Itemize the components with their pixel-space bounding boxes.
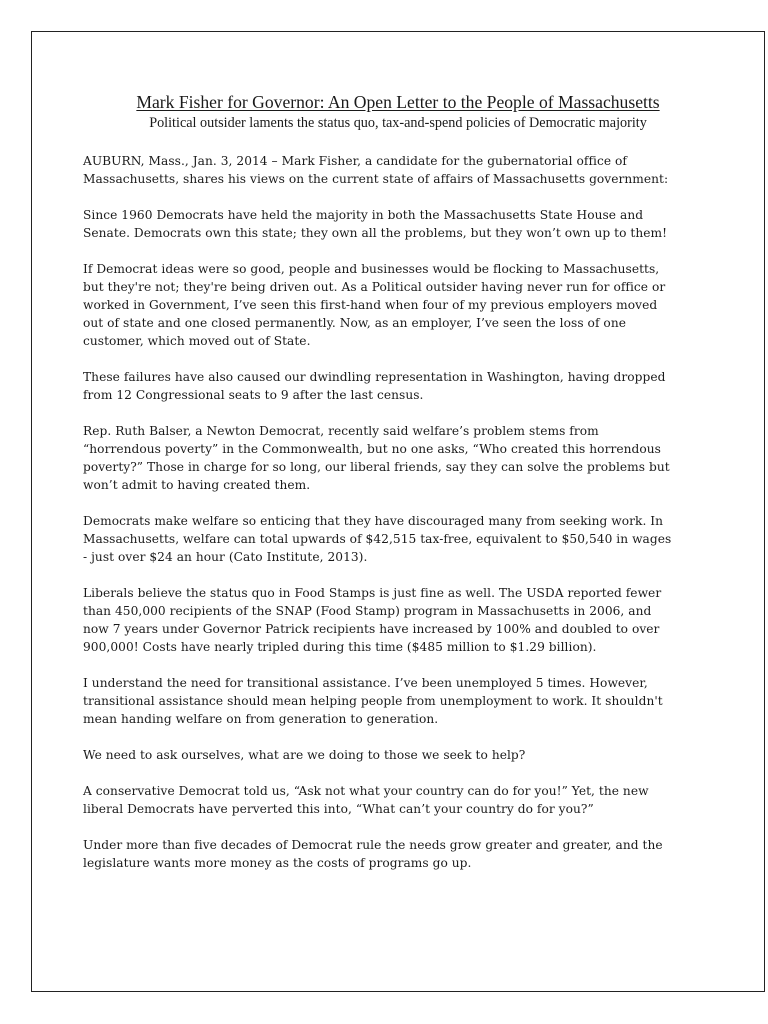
paragraph-line: These failures have also caused our dwindling representation in Washington, having dropped xyxy=(83,370,666,384)
document-body xyxy=(83,152,713,890)
paragraph-line: from 12 Congressional seats to 9 after the last census. xyxy=(83,388,424,402)
body-paragraph xyxy=(83,836,713,872)
body-paragraph xyxy=(83,746,713,764)
paragraph-line: “horrendous poverty” in the Commonwealth, but no one asks, “Who created this horrendous xyxy=(83,442,661,456)
paragraph-line: 900,000! Costs have nearly tripled during this time ($485 million to $1.29 billion). xyxy=(83,640,597,654)
paragraph-line: Democrats make welfare so enticing that they have discouraged many from seeking work. In xyxy=(83,514,664,528)
document-page xyxy=(31,31,765,992)
paragraph-line: liberal Democrats have perverted this into, “What can’t your country do for you?” xyxy=(83,802,594,816)
body-paragraph xyxy=(83,368,713,404)
paragraph-line: Rep. Ruth Balser, a Newton Democrat, recently said welfare’s problem stems from xyxy=(83,424,599,438)
paragraph-line: Under more than five decades of Democrat rule the needs grow greater and greater, and the xyxy=(83,838,663,852)
body-paragraph xyxy=(83,422,713,494)
paragraph-line: won’t admit to having created them. xyxy=(83,478,311,492)
paragraph-line: We need to ask ourselves, what are we doing to those we seek to help? xyxy=(83,748,526,762)
body-paragraph xyxy=(83,584,713,656)
document-subtitle: Political outsider laments the status quo, tax-and-spend policies of Democratic majority xyxy=(149,115,647,131)
paragraph-line: customer, which moved out of State. xyxy=(83,334,311,348)
paragraph-line: poverty?” Those in charge for so long, our liberal friends, say they can solve the problems but xyxy=(83,460,670,474)
body-paragraph xyxy=(83,512,713,566)
paragraph-line: AUBURN, Mass., Jan. 3, 2014 – Mark Fisher, a candidate for the gubernatorial office of xyxy=(83,154,627,168)
body-paragraph xyxy=(83,206,713,242)
paragraph-line: out of state and one closed permanently. Now, as an employer, I’ve seen the loss of one xyxy=(83,316,626,330)
document-title: Mark Fisher for Governor: An Open Letter to the People of Massachusetts xyxy=(136,92,660,112)
body-paragraph xyxy=(83,152,713,188)
paragraph-line: A conservative Democrat told us, “Ask not what your country can do for you!” Yet, the new xyxy=(83,784,649,798)
paragraph-line: than 450,000 recipients of the SNAP (Food Stamp) program in Massachusetts in 2006, and xyxy=(83,604,652,618)
body-paragraph xyxy=(83,674,713,728)
paragraph-line: - just over $24 an hour (Cato Institute, 2013). xyxy=(83,550,368,564)
paragraph-line: now 7 years under Governor Patrick recipients have increased by 100% and doubled to over xyxy=(83,622,660,636)
body-paragraph xyxy=(83,260,713,350)
paragraph-line: transitional assistance should mean helping people from unemployment to work. It shouldn't xyxy=(83,694,663,708)
paragraph-line: worked in Government, I’ve seen this first-hand when four of my previous employers moved xyxy=(83,298,658,312)
paragraph-line: legislature wants more money as the costs of programs go up. xyxy=(83,856,472,870)
paragraph-line: mean handing welfare on from generation to generation. xyxy=(83,712,439,726)
paragraph-line: Massachusetts, shares his views on the current state of affairs of Massachusetts government: xyxy=(83,172,669,186)
paragraph-line: Since 1960 Democrats have held the majority in both the Massachusetts State House and xyxy=(83,208,644,222)
paragraph-line: Liberals believe the status quo in Food Stamps is just fine as well. The USDA reported fewer xyxy=(83,586,662,600)
body-paragraph xyxy=(83,782,713,818)
paragraph-line: If Democrat ideas were so good, people and businesses would be flocking to Massachusetts, xyxy=(83,262,660,276)
paragraph-line: I understand the need for transitional assistance. I’ve been unemployed 5 times. However, xyxy=(83,676,648,690)
paragraph-line: Massachusetts, welfare can total upwards of $42,515 tax-free, equivalent to $50,540 in wages xyxy=(83,532,672,546)
paragraph-line: Senate. Democrats own this state; they own all the problems, but they won’t own up to them! xyxy=(83,226,668,240)
paragraph-line: but they're not; they're being driven out. As a Political outsider having never run for office or xyxy=(83,280,666,294)
